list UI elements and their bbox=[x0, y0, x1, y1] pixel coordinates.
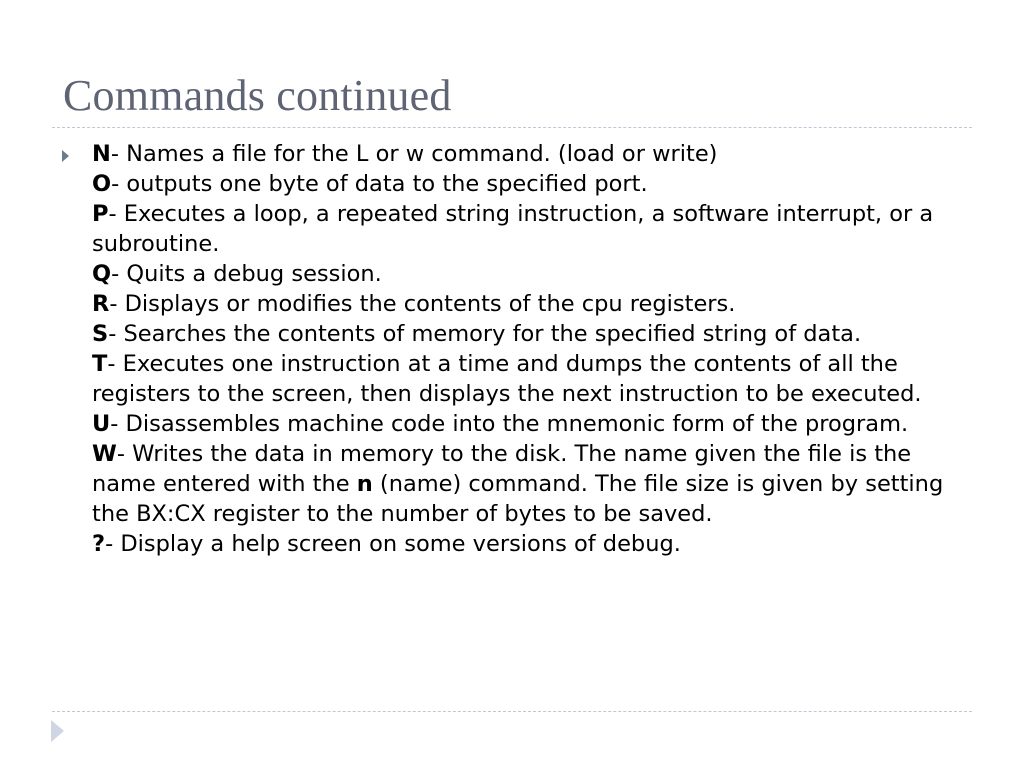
command-description: - Writes the data in memory to the disk. The name given the file is the name entered with the bbox=[92, 441, 912, 497]
command-key: U bbox=[92, 411, 111, 437]
command-key: N bbox=[92, 141, 111, 167]
command-description: - Disassembles machine code into the mnemonic form of the program. bbox=[110, 411, 909, 437]
command-description: - Searches the contents of memory for the specified string of data. bbox=[108, 321, 862, 347]
command-item-r bbox=[92, 289, 972, 319]
command-description: - Names a file for the L or w command. (load or write) bbox=[110, 141, 718, 167]
command-description: - Displays or modifies the contents of the cpu registers. bbox=[109, 291, 736, 317]
command-description: - Quits a debug session. bbox=[111, 261, 382, 287]
command-item-w bbox=[92, 439, 972, 529]
command-key: S bbox=[92, 321, 109, 347]
inline-bold-name: n bbox=[356, 471, 373, 497]
command-item-n bbox=[92, 139, 972, 169]
command-item-s bbox=[92, 319, 972, 349]
command-key: O bbox=[92, 171, 112, 197]
command-item-u bbox=[92, 409, 972, 439]
command-key: W bbox=[92, 441, 117, 467]
next-slide-arrow-icon[interactable] bbox=[51, 720, 64, 742]
command-key: P bbox=[92, 201, 109, 227]
command-key: Q bbox=[92, 261, 112, 287]
command-key: ? bbox=[92, 531, 106, 557]
command-item-help bbox=[92, 529, 972, 559]
command-list bbox=[92, 139, 972, 559]
command-description: - Executes a loop, a repeated string instruction, a software interrupt, or a subroutine. bbox=[92, 201, 934, 257]
command-item-q bbox=[92, 259, 972, 289]
command-item-o bbox=[92, 169, 972, 199]
command-key: R bbox=[92, 291, 110, 317]
command-description: - Display a help screen on some versions of debug. bbox=[105, 531, 681, 557]
command-item-t bbox=[92, 349, 972, 409]
slide-title: Commands continued bbox=[63, 71, 452, 120]
command-item-p bbox=[92, 199, 972, 259]
command-description: - outputs one byte of data to the specified port. bbox=[111, 171, 648, 197]
title-divider bbox=[52, 127, 972, 128]
footer-divider bbox=[52, 711, 972, 712]
command-description: - Executes one instruction at a time and dumps the contents of all the registers to the screen, then displays the next instruction to be executed. bbox=[92, 351, 922, 407]
triangle-bullet-icon bbox=[62, 150, 69, 162]
command-description-continued: (name) command. The file size is given by setting the BX:CX register to the number of bytes to be saved. bbox=[92, 471, 944, 527]
command-key: T bbox=[92, 351, 108, 377]
